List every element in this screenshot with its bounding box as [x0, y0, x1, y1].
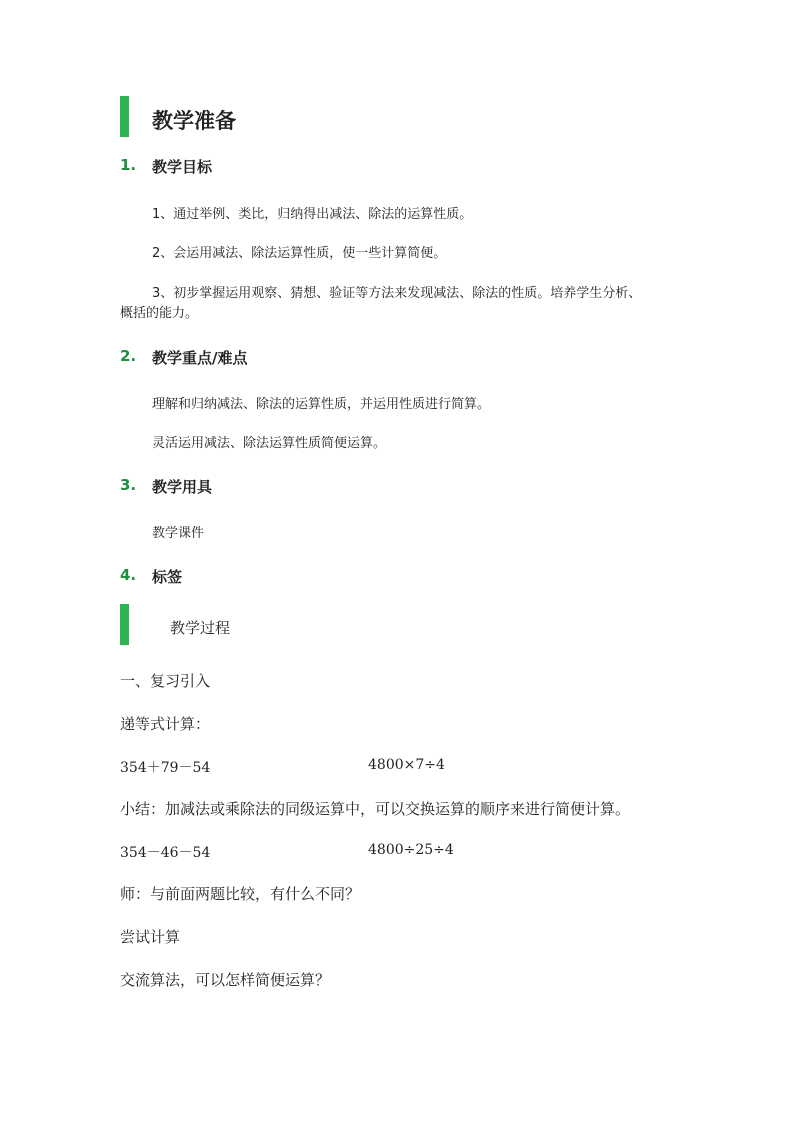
review-heading: 一、复习引入: [120, 672, 211, 690]
page-title: 教学准备: [152, 109, 236, 133]
objective-2: 2、会运用减法、除法运算性质，使一些计算简便。: [152, 246, 447, 261]
key-point-1: 理解和归纳减法、除法的运算性质，并运用性质进行简算。: [152, 397, 491, 412]
exercise-instruction: 递等式计算：: [120, 715, 211, 733]
expression: 4800÷25÷4: [368, 842, 454, 858]
section-title: 教学用具: [152, 478, 213, 496]
heading-accent-bar: [120, 96, 129, 137]
section-title: 教学目标: [152, 158, 213, 176]
section-number: 2.: [120, 347, 137, 365]
section-title: 标签: [152, 568, 183, 586]
section-number: 1.: [120, 156, 137, 174]
summary-text: 小结：加减法或乘除法的同级运算中，可以交换运算的顺序来进行简便计算。: [120, 800, 631, 818]
teaching-aid: 教学课件: [152, 526, 205, 541]
expression: 354－46－54: [120, 845, 211, 861]
key-point-2: 灵活运用减法、除法运算性质简便运算。: [152, 436, 387, 451]
objective-3: 3、初步掌握运用观察、猜想、验证等方法来发现减法、除法的性质。培养学生分析、: [152, 286, 642, 301]
discussion-question: 交流算法，可以怎样简便运算？: [120, 971, 331, 989]
objective-1: 1、通过举例、类比，归纳得出减法、除法的运算性质。: [152, 207, 473, 222]
process-title: 教学过程: [170, 619, 231, 637]
section-title: 教学重点/难点: [152, 349, 248, 367]
section-number: 4.: [120, 566, 137, 584]
try-calculation: 尝试计算: [120, 928, 181, 946]
expression: 354＋79－54: [120, 760, 211, 776]
heading-accent-bar: [120, 604, 129, 645]
section-number: 3.: [120, 476, 137, 494]
expression: 4800×7÷4: [368, 757, 445, 773]
objective-3-cont: 概括的能力。: [120, 306, 199, 321]
teacher-question: 师：与前面两题比较，有什么不同？: [120, 885, 361, 903]
